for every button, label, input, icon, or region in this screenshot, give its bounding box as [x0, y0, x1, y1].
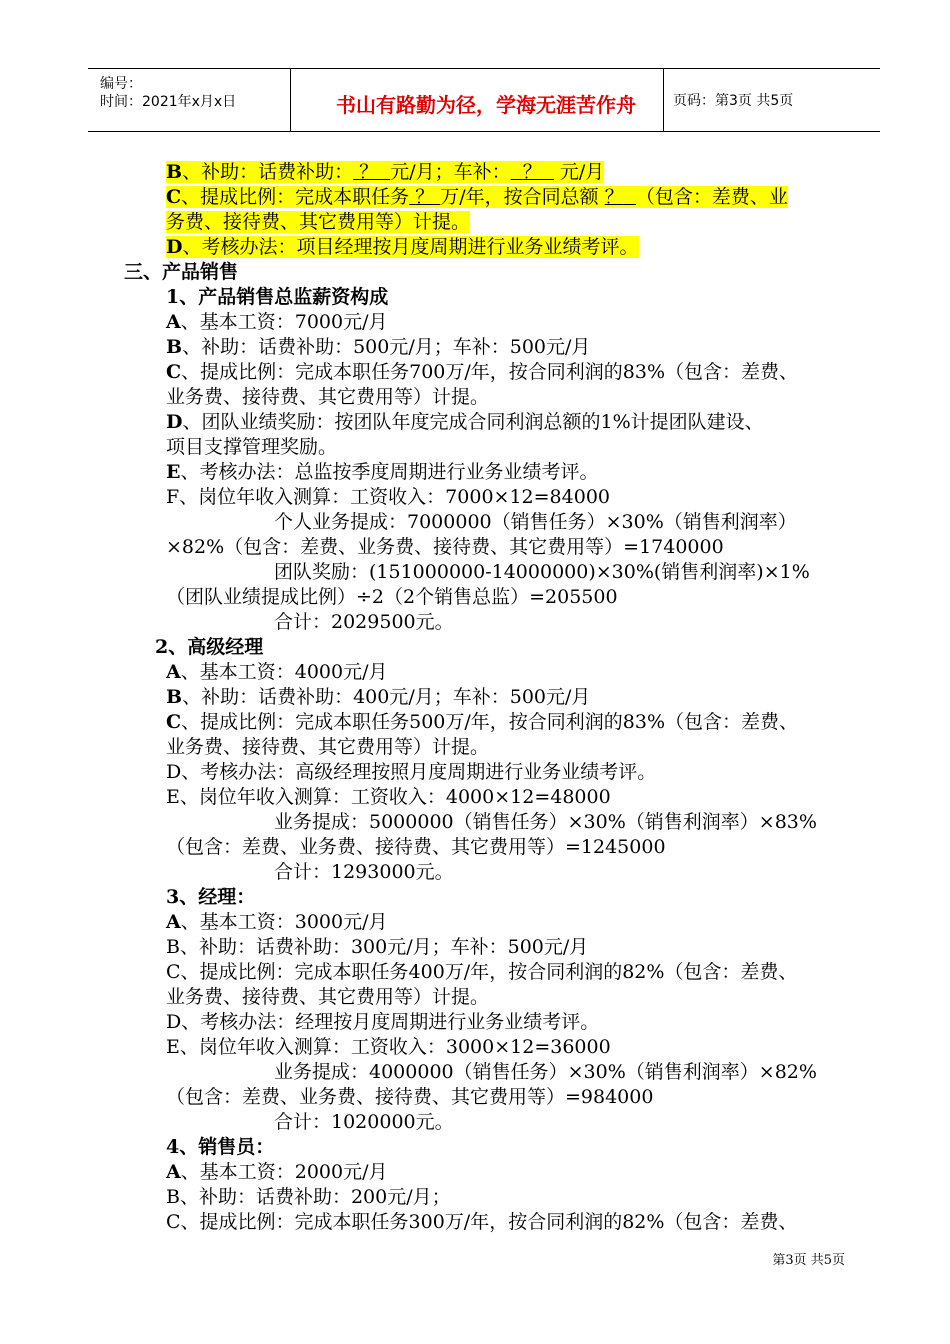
s1-line-b: B、补助：话费补助：500元/月；车补：500元/月	[166, 336, 591, 358]
page-header	[88, 68, 880, 132]
s1-line-f4: 团队奖励：(151000000-14000000)×30%(销售利润率)×1%	[274, 561, 810, 583]
subsection-title-2: 2、高级经理	[155, 636, 264, 658]
number-label: 编号：	[100, 76, 142, 92]
header-meta	[100, 75, 236, 111]
s1-line-c-cont: 业务费、接待费、其它费用等）计提。	[166, 386, 490, 408]
s1-line-c: C、提成比例：完成本职任务700万/年，按合同利润的83%（包含：差费、	[166, 361, 799, 383]
s2-line-c-cont: 业务费、接待费、其它费用等）计提。	[166, 736, 490, 758]
highlight-line-c-cont: 务费、接待费、其它费用等）计提。	[166, 211, 471, 233]
header-motto: 书山有路勤为径，学海无涯苦作舟	[336, 93, 636, 117]
s1-line-f2: 个人业务提成：7000000（销售任务）×30%（销售利润率）	[274, 511, 797, 533]
s3-line-b: B、补助：话费补助：300元/月；车补：500元/月	[166, 936, 589, 958]
s2-line-total: 合计：1293000元。	[274, 861, 454, 883]
s3-line-c: C、提成比例：完成本职任务400万/年，按合同利润的82%（包含：差费、	[166, 961, 798, 983]
s3-line-d: D、考核办法：经理按月度周期进行业务业绩考评。	[166, 1011, 600, 1033]
subsection-title-4: 4、销售员：	[166, 1136, 275, 1158]
s4-line-a: A、基本工资：2000元/月	[166, 1161, 388, 1183]
header-page-info: 页码：第3页 共5页	[673, 93, 794, 109]
s1-line-a: A、基本工资：7000元/月	[166, 311, 388, 333]
s4-line-c: C、提成比例：完成本职任务300万/年，按合同利润的82%（包含：差费、	[166, 1211, 798, 1233]
s3-line-a: A、基本工资：3000元/月	[166, 911, 388, 933]
highlight-line-d: D、考核办法：项目经理按月度周期进行业务业绩考评。	[166, 236, 639, 258]
time-label: 时间：2021年x月x日	[100, 94, 237, 110]
section-title: 三、产品销售	[124, 261, 239, 283]
s3-line-e2: 业务提成：4000000（销售任务）×30%（销售利润率）×82%	[274, 1061, 817, 1083]
s1-line-f3: ×82%（包含：差费、业务费、接待费、其它费用等）=1740000	[166, 536, 724, 558]
s1-line-f5: （团队业绩提成比例）÷2（2个销售总监）=205500	[166, 586, 618, 608]
s3-line-total: 合计：1020000元。	[274, 1111, 454, 1133]
highlight-line-b: B、补助：话费补助： ？ 元/月；车补： ？ 元/月	[166, 161, 605, 183]
s2-line-b: B、补助：话费补助：400元/月；车补：500元/月	[166, 686, 591, 708]
header-divider	[663, 69, 664, 131]
s2-line-e3: （包含：差费、业务费、接待费、其它费用等）=1245000	[166, 836, 666, 858]
header-divider	[290, 69, 291, 131]
s1-line-total: 合计：2029500元。	[274, 611, 454, 633]
s3-line-e: E、岗位年收入测算：工资收入：3000×12=36000	[166, 1036, 611, 1058]
s1-line-f: F、岗位年收入测算：工资收入：7000×12=84000	[166, 486, 610, 508]
subsection-title-3: 3、经理：	[166, 886, 256, 908]
s2-line-e: E、岗位年收入测算：工资收入：4000×12=48000	[166, 786, 611, 808]
s3-line-e3: （包含：差费、业务费、接待费、其它费用等）=984000	[166, 1086, 654, 1108]
s2-line-c: C、提成比例：完成本职任务500万/年，按合同利润的83%（包含：差费、	[166, 711, 799, 733]
s1-line-e: E、考核办法：总监按季度周期进行业务业绩考评。	[166, 461, 599, 483]
s2-line-d: D、考核办法：高级经理按照月度周期进行业务业绩考评。	[166, 761, 657, 783]
page-footer: 第3页 共5页	[772, 1253, 845, 1268]
highlight-line-c: C、提成比例：完成本职任务 ？ 万/年，按合同总额 ？ （包含：差费、业	[166, 186, 788, 208]
s2-line-e2: 业务提成：5000000（销售任务）×30%（销售利润率）×83%	[274, 811, 817, 833]
s4-line-b: B、补助：话费补助：200元/月；	[166, 1186, 451, 1208]
s1-line-d-cont: 项目支撑管理奖励。	[166, 436, 338, 458]
subsection-title-1: 1、产品销售总监薪资构成	[166, 286, 389, 308]
s2-line-a: A、基本工资：4000元/月	[166, 661, 388, 683]
s3-line-c-cont: 业务费、接待费、其它费用等）计提。	[166, 986, 490, 1008]
s1-line-d: D、团队业绩奖励：按团队年度完成合同利润总额的1%计提团队建设、	[166, 411, 764, 433]
